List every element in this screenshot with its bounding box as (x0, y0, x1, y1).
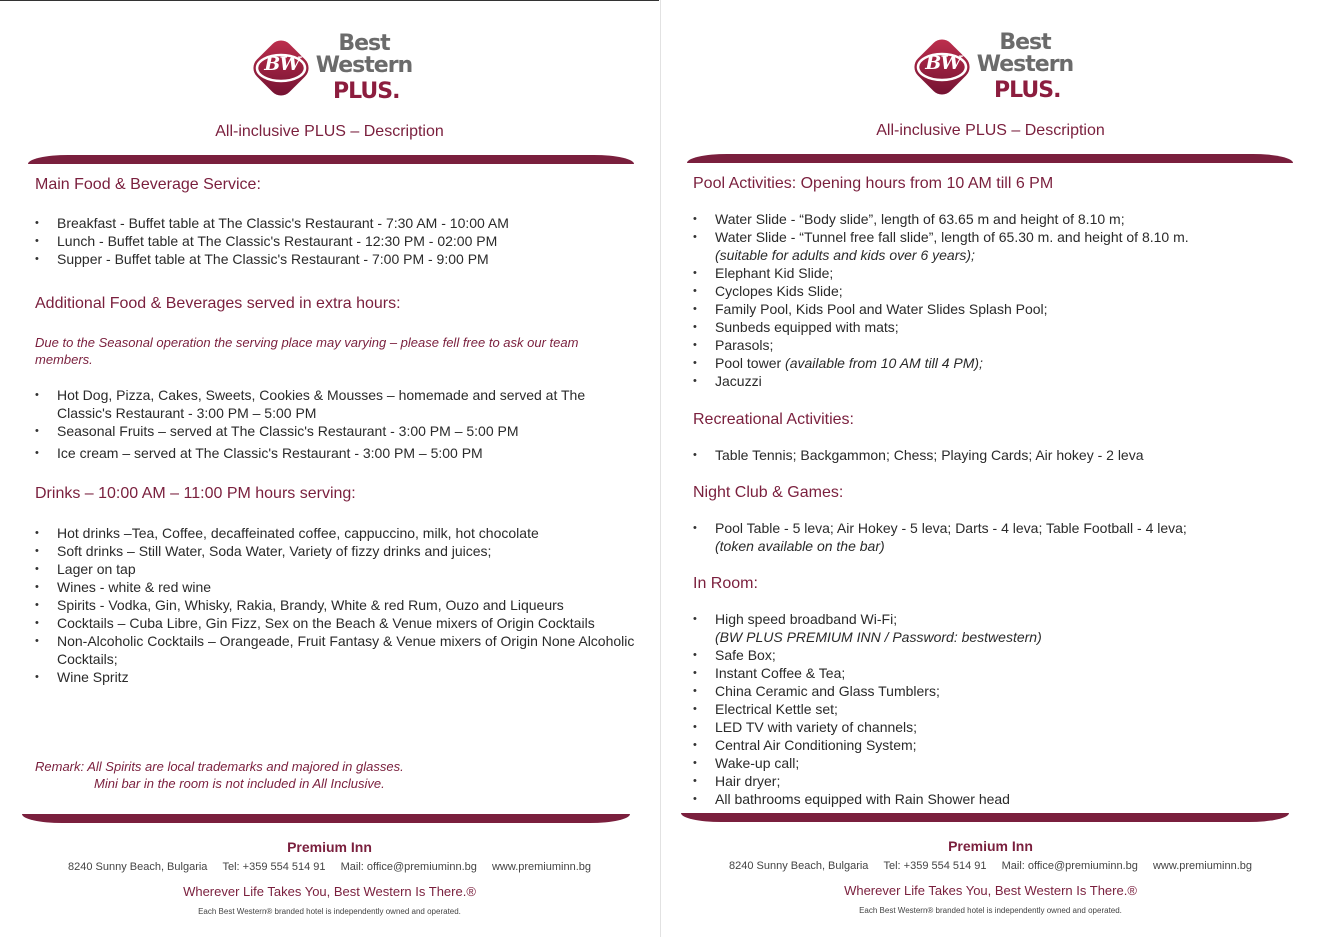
tunnel-slide-note: (suitable for adults and kids over 6 years); (715, 247, 975, 263)
email[interactable]: Mail: office@premiuminn.bg (1001, 860, 1138, 872)
list-item: • Seasonal Fruits – served at The Classic's Restaurant - 3:00 PM – 5:00 PM (35, 422, 635, 440)
in-room-heading: In Room: (693, 575, 758, 592)
disclaimer: Each Best Western® branded hotel is independently owned and operated. (198, 907, 461, 916)
best-western-plus-logo (250, 33, 420, 107)
disclaimer: Each Best Western® branded hotel is independently owned and operated. (859, 906, 1122, 915)
in-room-list (693, 610, 1303, 808)
phone: Tel: +359 554 514 91 (883, 860, 987, 872)
logo-line-best: Best (338, 31, 390, 56)
list-item: • Table Tennis; Backgammon; Chess; Playing Cards; Air hokey - 2 leva (693, 446, 1303, 464)
list-item: • Water Slide - “Body slide”, length of 63.65 m and height of 8.10 m; (693, 210, 1303, 228)
list-item: • Family Pool, Kids Pool and Water Slides Splash Pool; (693, 300, 1303, 318)
header-divider (687, 154, 1293, 163)
list-item: • Lunch - Buffet table at The Classic's Restaurant - 12:30 PM - 02:00 PM (35, 232, 635, 250)
page-title: All-inclusive PLUS – Description (876, 122, 1105, 139)
page-title: All-inclusive PLUS – Description (215, 123, 444, 140)
recreational-heading: Recreational Activities: (693, 411, 854, 428)
list-item: • Ice cream – served at The Classic's Restaurant - 3:00 PM – 5:00 PM (35, 444, 635, 462)
header-divider (28, 155, 634, 164)
hotel-name: Premium Inn (287, 839, 372, 855)
logo-emblem-text: BW (264, 53, 300, 75)
best-western-plus-logo (911, 32, 1081, 106)
list-item: • Hair dryer; (693, 772, 1303, 790)
logo-line-plus: PLUS. (994, 78, 1061, 103)
tagline: Wherever Life Takes You, Best Western Is There.® (183, 884, 476, 899)
logo-line-western: Western (976, 52, 1074, 77)
night-club-heading: Night Club & Games: (693, 484, 844, 501)
contact-line (0, 861, 659, 873)
list-item (693, 354, 1303, 372)
list-item (693, 610, 1303, 646)
pool-list (693, 210, 1303, 390)
logo-brand-name (314, 33, 414, 77)
page-right (660, 0, 1319, 937)
list-item: • LED TV with variety of channels; (693, 718, 1303, 736)
footer-divider (22, 814, 630, 823)
list-item: • Breakfast - Buffet table at The Classic's Restaurant - 7:30 AM - 10:00 AM (35, 214, 635, 232)
list-item: • Non-Alcoholic Cocktails – Orangeade, Fruit Fantasy & Venue mixers of Origin None Alcoholic Cocktails; (35, 632, 635, 668)
remark-line-1: Remark: All Spirits are local trademarks and majored in glasses. (35, 759, 404, 774)
pool-tower-note: (available from 10 AM till 4 PM); (785, 355, 983, 371)
list-item: • Spirits - Vodka, Gin, Whisky, Rakia, Brandy, White & red Rum, Ouzo and Liqueurs (35, 596, 635, 614)
recreational-list (693, 446, 1303, 464)
main-food-heading: Main Food & Beverage Service: (35, 176, 261, 193)
night-club-list (693, 519, 1303, 555)
address: 8240 Sunny Beach, Bulgaria (728, 860, 869, 872)
pool-tower-text: Pool tower (715, 355, 782, 371)
list-item: • Sunbeds equipped with mats; (693, 318, 1303, 336)
tagline: Wherever Life Takes You, Best Western Is There.® (844, 883, 1137, 898)
list-item: • Parasols; (693, 336, 1303, 354)
list-item: • China Ceramic and Glass Tumblers; (693, 682, 1303, 700)
footer-divider (681, 813, 1289, 822)
contact-line (661, 860, 1319, 872)
list-item: • Hot Dog, Pizza, Cakes, Sweets, Cookies & Mousses – homemade and served at The Classic's Restaurant - 3:00 PM – 5:00 PM (35, 386, 635, 422)
logo-emblem-text: BW (925, 52, 961, 74)
additional-food-heading: Additional Food & Beverages served in extra hours: (35, 295, 401, 312)
list-item: • Lager on tap (35, 560, 635, 578)
list-item: • Wines - white & red wine (35, 578, 635, 596)
email[interactable]: Mail: office@premiuminn.bg (340, 861, 477, 873)
hotel-name: Premium Inn (948, 838, 1033, 854)
tunnel-slide-text: Water Slide - “Tunnel free fall slide”, length of 65.30 m. and height of 8.10 m. (715, 229, 1189, 245)
list-item (693, 519, 1303, 555)
list-item: • Wake-up call; (693, 754, 1303, 772)
list-item: • Cocktails – Cuba Libre, Gin Fizz, Sex on the Beach & Venue mixers of Origin Cocktails (35, 614, 635, 632)
list-item: • Elephant Kid Slide; (693, 264, 1303, 282)
additional-food-list (35, 386, 635, 462)
list-item: • Cyclopes Kids Slide; (693, 282, 1303, 300)
main-food-list (35, 214, 635, 268)
list-item: • Instant Coffee & Tea; (693, 664, 1303, 682)
website-link[interactable]: www.premiuminn.bg (491, 861, 592, 873)
wifi-text: High speed broadband Wi-Fi; (715, 611, 898, 627)
list-item: • Jacuzzi (693, 372, 1303, 390)
drinks-list (35, 524, 635, 686)
pool-heading: Pool Activities: Opening hours from 10 AM till 6 PM (693, 175, 1054, 192)
website-link[interactable]: www.premiuminn.bg (1152, 860, 1253, 872)
list-item: • Hot drinks –Tea, Coffee, decaffeinated coffee, cappuccino, milk, hot chocolate (35, 524, 635, 542)
list-item (693, 228, 1303, 264)
phone: Tel: +359 554 514 91 (222, 861, 326, 873)
list-item: • Soft drinks – Still Water, Soda Water, Variety of fizzy drinks and juices; (35, 542, 635, 560)
logo-line-plus: PLUS. (333, 79, 400, 104)
list-item: • Supper - Buffet table at The Classic's Restaurant - 7:00 PM - 9:00 PM (35, 250, 635, 268)
logo-brand-name (975, 32, 1075, 76)
token-note: (token available on the bar) (715, 538, 885, 554)
night-club-text: Pool Table - 5 leva; Air Hokey - 5 leva; Darts - 4 leva; Table Football - 4 leva; (715, 520, 1187, 536)
list-item: • Electrical Kettle set; (693, 700, 1303, 718)
logo-line-best: Best (999, 30, 1051, 55)
list-item: • Wine Spritz (35, 668, 635, 686)
seasonal-note: Due to the Seasonal operation the serving place may varying – please fell free to ask our team members. (35, 335, 579, 367)
remark-line-2: Mini bar in the room is not included in All Inclusive. (94, 776, 385, 791)
drinks-heading: Drinks – 10:00 AM – 11:00 PM hours serving: (35, 485, 356, 502)
list-item: • Safe Box; (693, 646, 1303, 664)
logo-line-western: Western (315, 53, 413, 78)
address: 8240 Sunny Beach, Bulgaria (67, 861, 208, 873)
list-item: • Central Air Conditioning System; (693, 736, 1303, 754)
page-left (0, 0, 659, 938)
wifi-note: (BW PLUS PREMIUM INN / Password: bestwestern) (715, 629, 1042, 645)
list-item: • All bathrooms equipped with Rain Shower head (693, 790, 1303, 808)
